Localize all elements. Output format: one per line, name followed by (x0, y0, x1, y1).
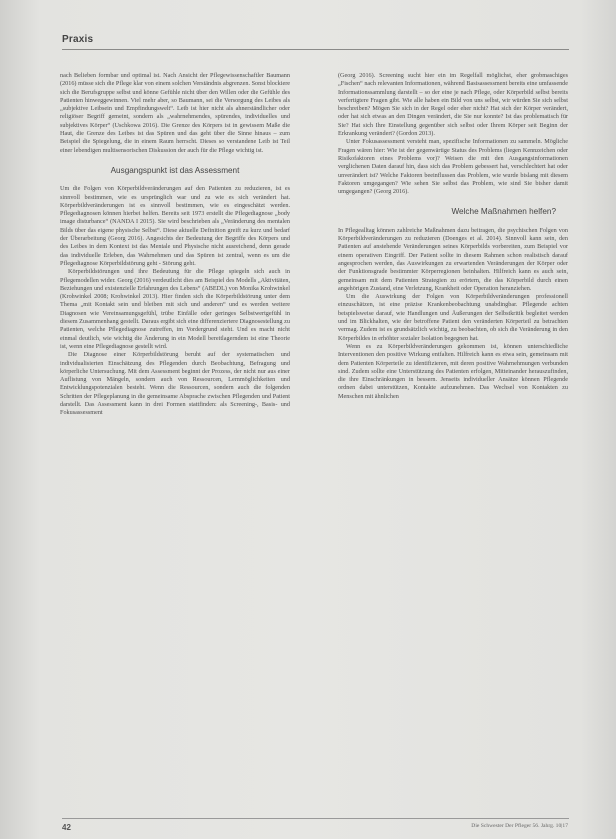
journal-source: Die Schwester Der Pfleger 56. Jahrg. 10|17 (471, 823, 568, 829)
left-paragraph-2: Um die Folgen von Körperbildveränderungen auf den Patienten zu reduzieren, ist es sinnvoll bestimmen, wie es ursprünglich war und zu wie es sich verändert hat. Körperbildveränderungen ist es sinnvoll bestimmen, wie es eingeschätzt werden. Pflegediagnosen können hierbei helfen. Bereits seit 1973 erstellt die Pflegediagnose „body image disturbance“ (NANDA I 2015). Sie wird beschrieben als „Veränderung des mentalen Bilds über das eigene physische Selbst“. Diese aktuelle Definition greift zu kurz und bedarf der Überarbeitung (Georg 2016). Angesichts der Bedeutung der Begriffe des Körpers und des Leibes in dem Kontext ist das Mentale und Physische nicht ausreichend, denn gerade das individuelle Erleben, das Wahrnehmen und das Spüren ist zentral, wenn es um die Pflegediagnose Körperbildstörung geht - Störung geht. (60, 185, 290, 267)
left-column (60, 72, 290, 418)
left-paragraph-1: nach Belieben formbar und optimal ist. Nach Ansicht der Pflegewissenschaftler Baumann (2016) müsse sich die Pflege klar von einem solchen Verständnis abgrenzen. Sonst blockiere sich die Berufsgruppe selbst und könne Gefühle nicht über den Willen oder die Gefühle des Patienten hinweggewinnen. Viel mehr aber, so Baumann, sei die Versorgung des Leibes als „subjektive Leibsein und Empfindungswelt“. Leib ist hier nicht als ahnerständlicher oder religiöser Begriff gemeint, sondern als „wahrnehmendes, spürendes, individuelles und subjektives Körper“ (Uschkowa 2016). Die Grenze des Körpers ist in gewissem Maße die Haut, die Grenze des Leibes ist das Spüren und das geht über die Sinne hinaus – zum Beispiel die Spiegelung, die in einem Raum herrscht. Dieses so verstandene Leib ist Teil einer lebendigen multisensorischen Diskussion der auch für die Pflege wichtig ist. (60, 72, 290, 154)
footer-rule (62, 818, 569, 819)
left-paragraph-3: Körperbildstörungen und ihre Bedeutung für die Pflege spiegeln sich auch in Pflegemodellen wider. Georg (2016) verdeutlicht dies am Beispiel des Modells „Aktivitäten, Beziehungen und existenzielle Erfahrungen des Lebens“ (ABEDL) von Monika Krohwinkel (Krohwinkel 2008; Krohwinkel 2013). Hier finden sich die Körperbildstörung unter dem Thema „mit Kontakt sein und bleiben mit sich und anderen“ und es werden weitere Diagnosen wie Vereinsamungsgefühl, trübe Einfälle oder geringes Selbstwertgefühl in diesem Zusammenhang gestellt. Daraus ergibt sich eine differenziertere Diagnosestellung zu Patienten, welche Pflegediagnose zutreffen, im Vordergrund steht. Und es macht nicht einmal deutlich, wie wichtig die Änderung in ein Modell bereitlagerndem ist eine Theorie ist, wenn eine Pflegediagnose gestellt wird. (60, 268, 290, 350)
header-rule (62, 49, 569, 50)
left-heading: Ausgangspunkt ist das Assessment (110, 165, 240, 175)
right-paragraph-2: Unter Fokusassessment versteht man, spezifische Informationen zu sammeln. Mögliche Fragen wären hier: Wie ist der gegenwärtige Status des Problems (liegen Kennzeichen oder Risikofaktoren eines Problems vor)? Weisen die mit den Ausgangsinformationen verglichenen Daten darauf hin, dass sich das Problem gebessert hat, verschlechtert hat oder unverändert ist? Welche Faktoren beeinflussen das Problem, wie wurde bislang mit diesem Faktoren umgegangen? Wie sehen Sie selbst das Problem, wie sind Sie bisher damit umgegangen? (Georg 2016). (338, 138, 568, 196)
page-number: 42 (62, 823, 71, 832)
right-heading: Welche Maßnahmen helfen? (451, 207, 556, 217)
left-paragraph-4: Die Diagnose einer Körperbildstörung beruht auf der systematischen und individualisierten Einschätzung des Pflegenden durch Beobachtung, Befragung und körperliche Untersuchung. Mit dem Assessment beginnt der Prozess, der nicht nur aus einer Auflistung von Mängeln, sondern auch von Ressourcen, Lernmöglichkeiten und Entwicklungspotenzialen besteht. Wenn die Ressourcen, sondern auch die folgenden Schritten der Pflegeplanung in die gemeinsame Absprache zwischen Pflegenden und Patient darstellt. Das Assessment kann in drei Formen stattfinden: als Screening-, Basis- und Fokusassessment (60, 351, 290, 417)
right-column (338, 72, 568, 401)
section-header: Praxis (62, 34, 94, 45)
right-paragraph-5: Wenn es zu Körperbildveränderungen gekommen ist, können unterschiedliche Interventionen den positive Wirkung entfalten. Hilfreich kann es etwa sein, gemeinsam mit dem Patienten Körperteile zu identifizieren, mit deren positive Wahrnehmungen verbunden sind. Zudem sollte eine Unterstützung des Patienten erfolgen, Mitteinander herauszufinden, die ihre Einschränkungen in bessern. Jenseits individueller Ansätze können Pflegende ordnen dabei unterstützen, Kontakte aufzunehmen. Das Wechsel von Kontakten zu Menschen mit ähnlichen (338, 342, 568, 400)
right-paragraph-1: (Georg 2016). Screening sucht hier ein im Regelfall möglichst, eher grobmaschiges „Fischen“ nach relevanten Informationen, während Basisassessment bereits eine umfassende Informationssammlung darstellt – so der eine je nach Pflege, oder Körperbild selbst bereits verfertigtere Fragen gibt. Wie alle haben ein Bild von uns selbst, wir würden Sie sich selbst beschreiben? Mögen Sie sich in der Regel oder eher nicht? Hat sich der Körper verändert, oder hat sich etwas an den Dingen verändert, die Sie nur konnte? Ist das problematisch für Sie? Hat sich Ihre Einstellung gegenüber sich selbst oder Ihrem Körper seit Beginn der Erkrankung verändert? (Gordon 2013). (338, 72, 568, 138)
right-paragraph-3: In Pflegealltag können zahlreiche Maßnahmen dazu beitragen, die psychischen Folgen von Körperbildveränderungen zu reduzieren (Doenges et al. 2014). Sinnvoll kann sein, den Patienten auf anstehende Veränderungen seines Körperbilds vorbereiten, zum Beispiel vor einem operativen Eingriff. Der Patient sollte in diesem Rahmen schon realistisch darauf angesprochen werden, das Auswirkungen zu erwartenden Veränderungen der Körper oder der Funktionsgrade bestimmter Körperregionen beinhalten. Hilfreich kann es auch sein, gemeinsam mit dem Patienten Strategien zu erörtern, die das Körperbild durch einen angehörigen Zustand, eine Verletzung, Krankheit oder Operation heranziehen. (338, 226, 568, 292)
right-paragraph-4: Um die Auswirkung der Folgen von Körperbildveränderungen professionell einzuschätzen, ist eine präzise Krankenbeobachtung unabdingbar. Pflegende achten beispielsweise darauf, wie Handlungen und Äußerungen der Selbstkritik begleitet werden und im Blickhalten, wie der betroffene Patient den veränderten Körperteil zu betrachten vermag. Zudem ist es grundsätzlich wichtig, zu beobachten, ob sich die Veränderung in den Körperbildes in erhöhter sozialer Isolation begegnen hat. (338, 293, 568, 342)
